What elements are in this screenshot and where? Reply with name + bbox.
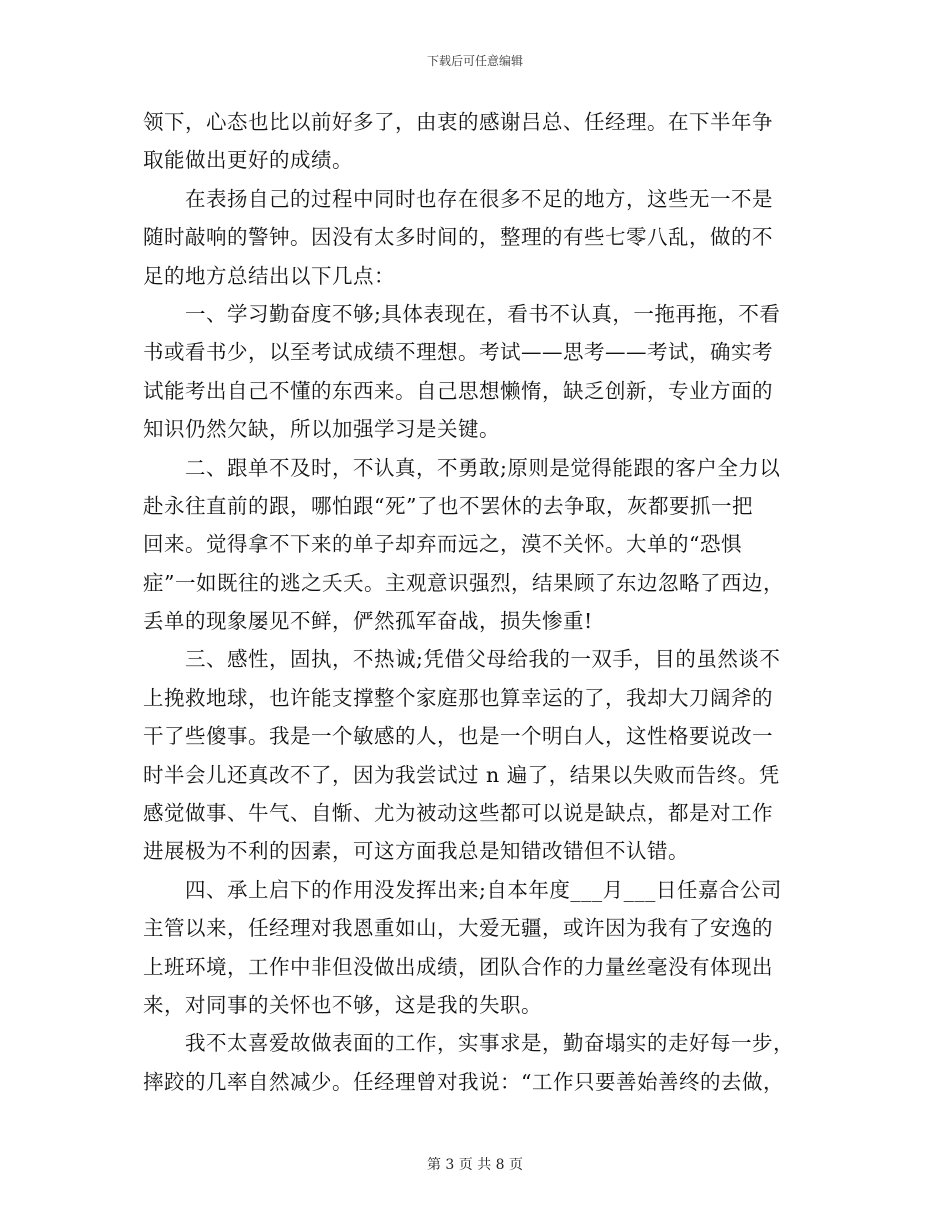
text-line: 三、感性，固执，不热诚;凭借父母给我的一双手，目的虽然谈不 — [185, 647, 781, 672]
text-line: 赴永往直前的跟，哪怕跟“死”了也不罢休的去争取，灰都要抓一把 — [143, 493, 753, 518]
text-line: 上班环境，工作中非但没做出成绩，团队合作的力量丝毫没有体现出 — [143, 954, 773, 979]
text-line: 时半会儿还真改不了，因为我尝试过 n 遍了，结果以失败而告终。凭 — [143, 762, 780, 787]
text-line: 书或看书少，以至考试成绩不理想。考试——思考——考试，确实考 — [143, 340, 773, 365]
paragraph — [143, 640, 808, 870]
text-line: 主管以来，任经理对我恩重如山，大爱无疆，或许因为我有了安逸的 — [143, 916, 773, 941]
paragraph — [143, 449, 808, 641]
text-line: 随时敲响的警钟。因没有太多时间的，整理的有些七零八乱，做的不 — [143, 225, 773, 250]
paragraph — [143, 1024, 808, 1101]
text-line: 在表扬自己的过程中同时也存在很多不足的地方，这些无一不是 — [185, 186, 773, 211]
text-line: 摔跤的几率自然减少。任经理曾对我说：“工作只要善始善终的去做， — [143, 1069, 784, 1094]
text-line: 二、跟单不及时，不认真，不勇敢;原则是觉得能跟的客户全力以 — [185, 455, 781, 480]
text-line: 干了些傻事。我是一个敏感的人，也是一个明白人，这性格要说改一 — [143, 724, 773, 749]
text-line: 症”一如既往的逃之夭夭。主观意识强烈，结果顾了东边忽略了西边， — [143, 570, 784, 595]
paragraph — [143, 295, 808, 449]
text-line: 丢单的现象屡见不鲜，俨然孤军奋战，损失惨重! — [143, 609, 593, 634]
text-line: 领下，心态也比以前好多了，由衷的感谢吕总、任经理。在下半年争 — [143, 110, 773, 134]
text-line: 我不太喜爱故做表面的工作，实事求是，勤奋塌实的走好每一步， — [185, 1031, 794, 1056]
text-line: 一、学习勤奋度不够;具体表现在，看书不认真，一拖再拖，不看 — [185, 301, 781, 326]
document-body — [143, 103, 808, 1101]
text-line: 进展极为不利的因素，可这方面我总是知错改错但不认错。 — [143, 839, 689, 864]
page-number-footer: 第 3 页 共 8 页 — [426, 1157, 524, 1173]
text-line: 试能考出自己不懂的东西来。自己思想懒惰，缺乏创新，专业方面的 — [143, 378, 773, 403]
text-line: 四、承上启下的作用没发挥出来;自本年度___月___日任嘉合公司 — [185, 877, 782, 902]
text-line: 感觉做事、牛气、自惭、尤为被动这些都可以说是缺点，都是对工作 — [143, 801, 773, 826]
page-header: 下载后可任意编辑 — [426, 54, 523, 68]
paragraph — [143, 180, 808, 295]
text-line: 足的地方总结出以下几点： — [143, 263, 395, 288]
text-line: 回来。觉得拿不下来的单子却弃而远之，漠不关怀。大单的“恐惧 — [143, 532, 742, 557]
paragraph — [143, 103, 808, 180]
text-line: 来，对同事的关怀也不够，这是我的失职。 — [143, 992, 542, 1017]
text-line: 取能做出更好的成绩。 — [143, 148, 353, 173]
paragraph — [143, 871, 808, 1025]
text-line: 上挽救地球，也许能支撑整个家庭那也算幸运的了，我却大刀阔斧的 — [143, 685, 773, 710]
text-line: 知识仍然欠缺，所以加强学习是关键。 — [143, 417, 500, 442]
